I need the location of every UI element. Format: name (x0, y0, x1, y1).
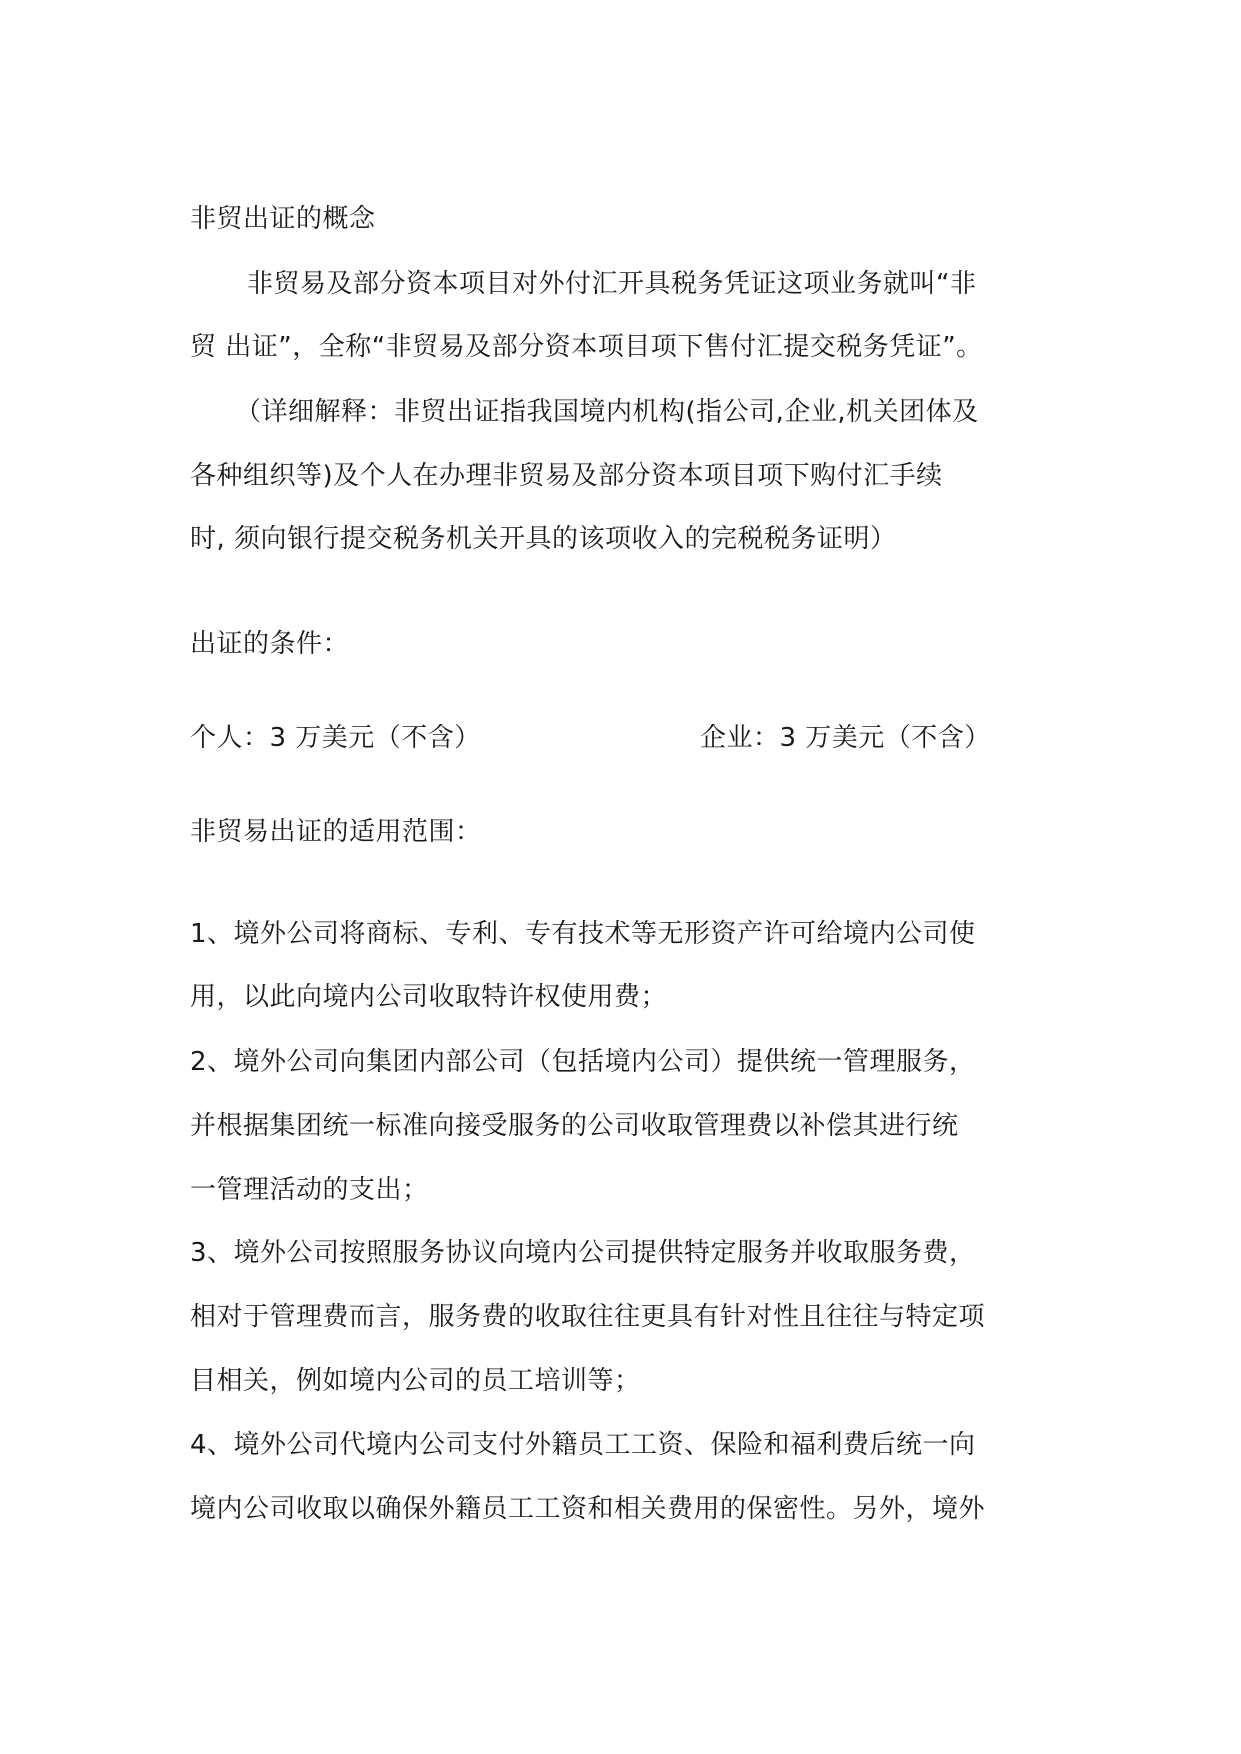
definition-line-1: 非贸易及部分资本项目对外付汇开具税务凭证这项业务就叫“非 (247, 269, 977, 299)
scope-item-2-line-1: 2、境外公司向集团内部公司（包括境内公司）提供统一管理服务， (190, 1047, 976, 1077)
conditions-heading: 出证的条件： (190, 629, 350, 659)
scope-item-4-line-2: 境内公司收取以确保外籍员工工资和相关费用的保密性。另外，境外 (190, 1494, 986, 1524)
document-title: 非贸出证的概念 (190, 204, 376, 234)
scope-item-2-line-3: 一管理活动的支出； (190, 1175, 429, 1205)
definition-line-2: 贸 出证”，全称“非贸易及部分资本项目项下售付汇提交税务凭证”。 (190, 332, 983, 362)
scope-item-1-line-1: 1、境外公司将商标、专利、专有技术等无形资产许可给境内公司使 (190, 919, 976, 949)
scope-heading: 非贸易出证的适用范围： (190, 817, 482, 847)
scope-item-2-line-2: 并根据集团统一标准向接受服务的公司收取管理费以补偿其进行统 (190, 1111, 959, 1141)
scope-item-3-line-1: 3、境外公司按照服务协议向境内公司提供特定服务并收取服务费， (190, 1238, 976, 1268)
scope-item-4-line-1: 4、境外公司代境内公司支付外籍员工工资、保险和福利费后统一向 (190, 1430, 976, 1460)
explanation-line-3: 时, 须向银行提交税务机关开具的该项收入的完税税务证明） (190, 524, 897, 554)
condition-enterprise: 企业：3 万美元（不含） (700, 723, 991, 753)
explanation-line-1: （详细解释：非贸出证指我国境内机构(指公司,企业,机关团体及 (235, 397, 979, 427)
scope-item-3-line-2: 相对于管理费而言，服务费的收取往往更具有针对性且往往与特定项 (190, 1302, 986, 1332)
scope-item-3-line-3: 目相关，例如境内公司的员工培训等； (190, 1366, 641, 1396)
condition-individual: 个人：3 万美元（不含） (190, 723, 481, 753)
scope-item-1-line-2: 用，以此向境内公司收取特许权使用费； (190, 982, 668, 1012)
explanation-line-2: 各种组织等)及个人在办理非贸易及部分资本项目项下购付汇手续 (190, 461, 943, 491)
